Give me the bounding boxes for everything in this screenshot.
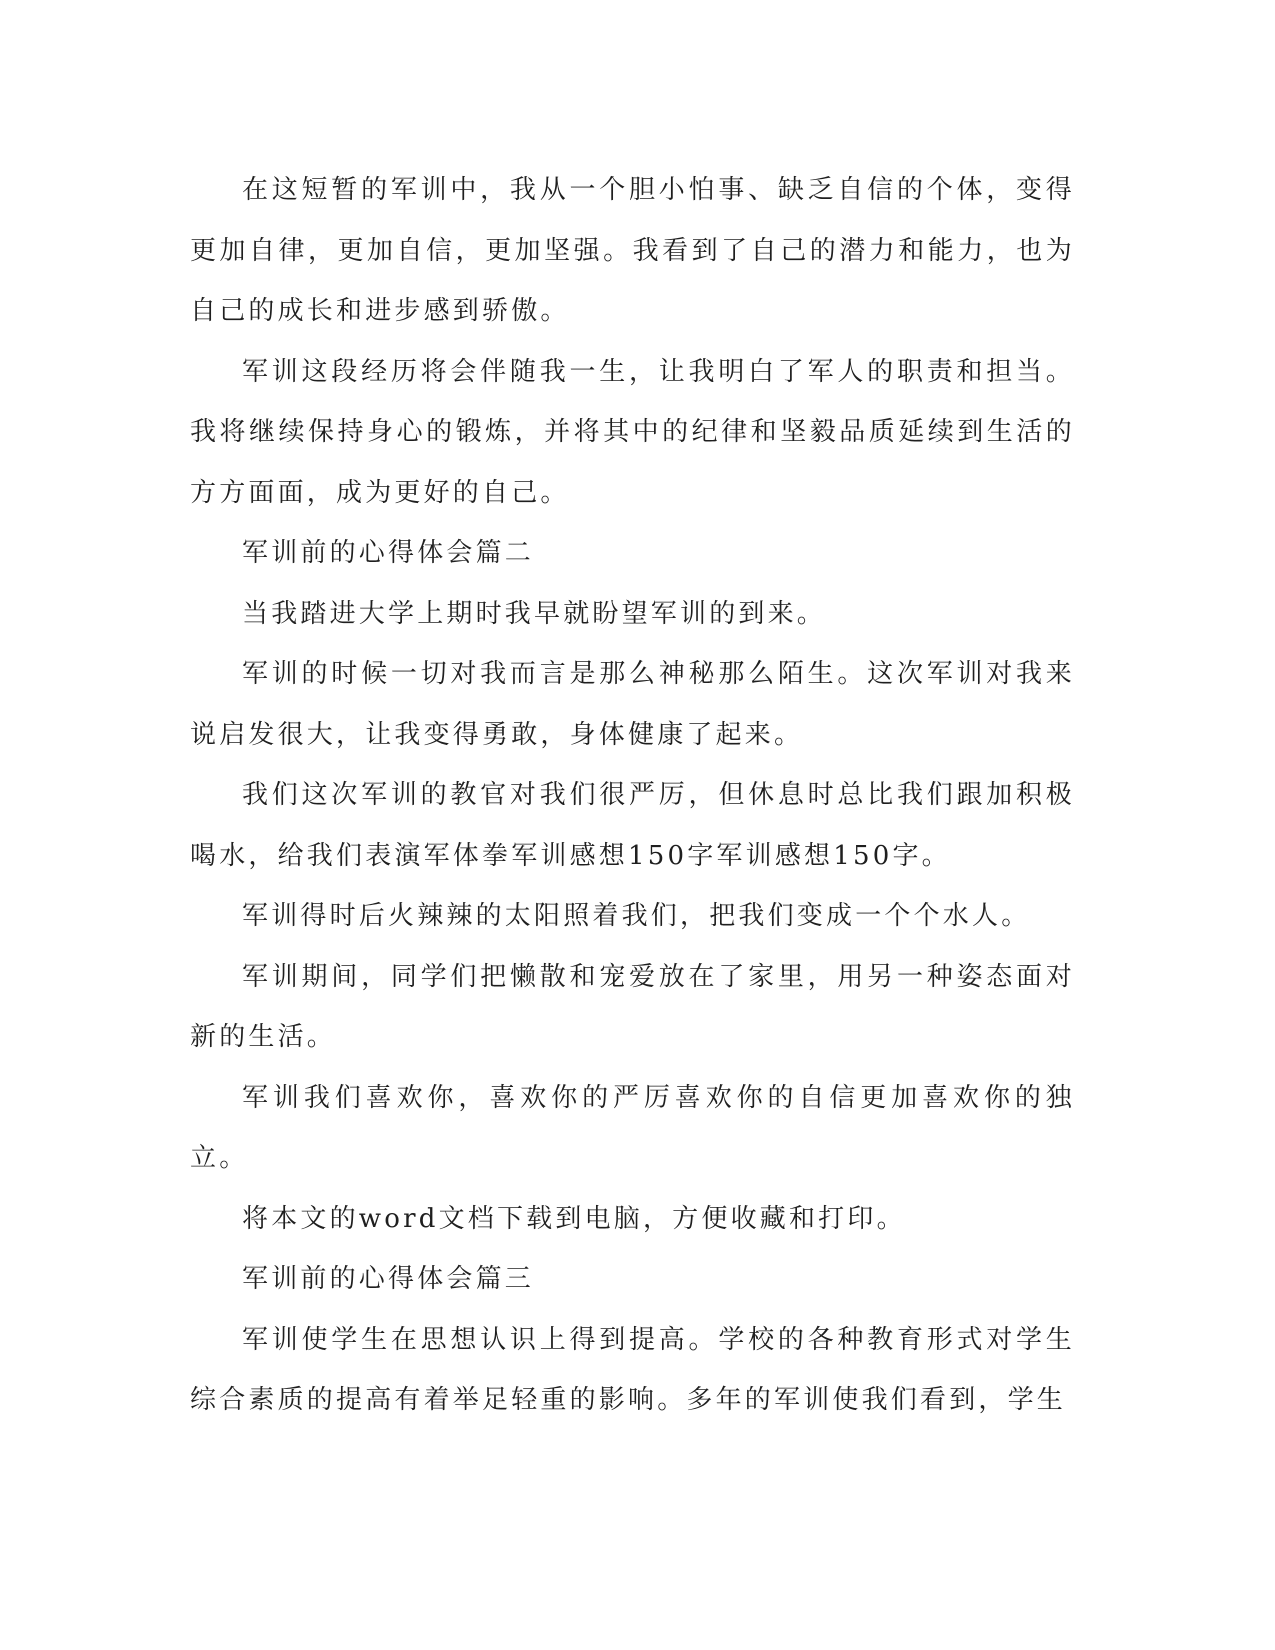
paragraph: 军训得时后火辣辣的太阳照着我们，把我们变成一个个水人。 (242, 901, 1031, 931)
paragraph: 将本文的word文档下载到电脑，方便收藏和打印。 (242, 1203, 906, 1234)
paragraph: 军训我们喜欢你，喜欢你的严厉喜欢你的自信更加喜欢你的独立。 (190, 1082, 1075, 1173)
document-body (190, 160, 1075, 1431)
paragraph: 军训这段经历将会伴随我一生，让我明白了军人的职责和担当。我将继续保持身心的锻炼，并将其中的纪律和坚毅品质延续到生活的方方面面，成为更好的自己。 (190, 356, 1075, 508)
paragraph: 当我踏进大学上期时我早就盼望军训的到来。 (242, 598, 827, 629)
section-heading: 军训前的心得体会篇二 (242, 538, 535, 568)
paragraph: 军训的时候一切对我而言是那么神秘那么陌生。这次军训对我来说启发很大，让我变得勇敢，身体健康了起来。 (190, 659, 1075, 750)
paragraph: 军训期间，同学们把懒散和宠爱放在了家里，用另一种姿态面对新的生活。 (190, 961, 1075, 1052)
section-heading: 军训前的心得体会篇三 (242, 1264, 535, 1294)
paragraph: 我们这次军训的教官对我们很严厉，但休息时总比我们跟加积极喝水，给我们表演军体拳军训感想150字军训感想150字。 (190, 780, 1075, 871)
paragraph: 在这短暂的军训中，我从一个胆小怕事、缺乏自信的个体，变得更加自律，更加自信，更加坚强。我看到了自己的潜力和能力，也为自己的成长和进步感到骄傲。 (190, 175, 1075, 326)
paragraph: 军训使学生在思想认识上得到提高。学校的各种教育形式对学生综合素质的提高有着举足轻重的影响。多年的军训使我们看到，学生 (190, 1324, 1075, 1415)
